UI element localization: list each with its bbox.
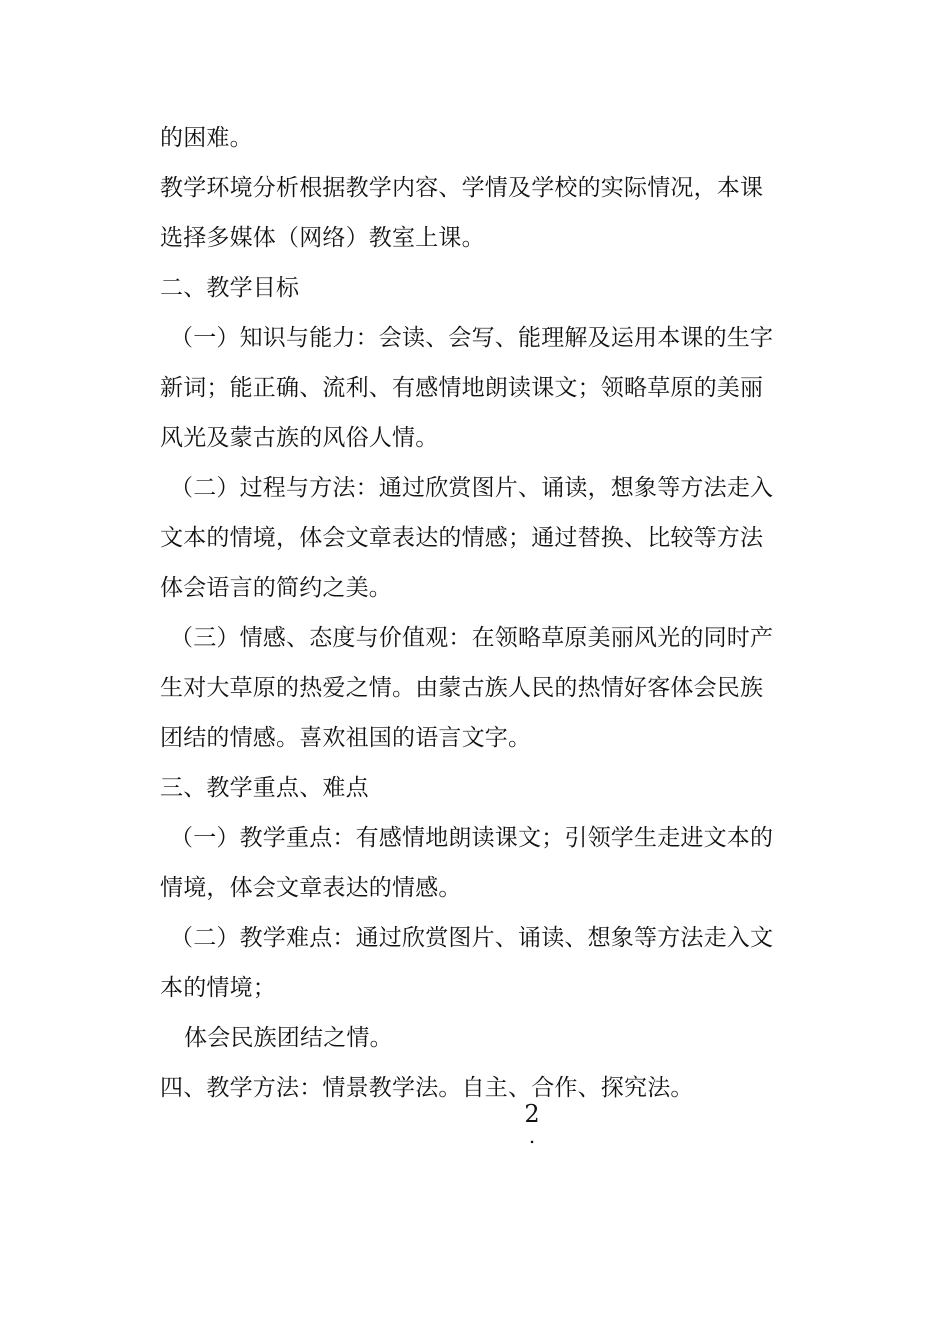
text-line-3: 选择多媒体（网络）教室上课。 bbox=[160, 225, 485, 251]
text-line-12: 生对大草原的热爱之情。由蒙古族人民的热情好客体会民族 bbox=[160, 675, 764, 701]
text-line-2: 教学环境分析根据教学内容、学情及学校的实际情况，本课 bbox=[160, 175, 764, 201]
text-line-18: 本的情境； bbox=[160, 975, 276, 1001]
page-number: 2 bbox=[524, 1100, 540, 1128]
text-line-9: 文本的情境，体会文章表达的情感；通过替换、比较等方法 bbox=[160, 525, 764, 551]
text-line-13: 团结的情感。喜欢祖国的语言文字。 bbox=[160, 725, 532, 751]
text-line-15: （一）教学重点：有感情地朗读课文；引领学生走进文本的 bbox=[170, 825, 774, 851]
text-line-1: 的困难。 bbox=[160, 125, 253, 151]
text-line-8: （二）过程与方法：通过欣赏图片、诵读，想象等方法走入 bbox=[170, 475, 774, 501]
text-line-11: （三）情感、态度与价值观：在领略草原美丽风光的同时产 bbox=[170, 625, 774, 651]
text-line-17: （二）教学难点：通过欣赏图片、诵读、想象等方法走入文 bbox=[170, 925, 774, 951]
text-line-19: 体会民族团结之情。 bbox=[184, 1025, 393, 1051]
page-number-dot: . bbox=[528, 1124, 536, 1148]
section-heading-key-points: 三、教学重点、难点 bbox=[160, 775, 369, 801]
text-line-6: 新词；能正确、流利、有感情地朗读课文；领略草原的美丽 bbox=[160, 375, 764, 401]
section-heading-methods: 四、教学方法：情景教学法。自主、合作、探究法。 bbox=[160, 1075, 694, 1101]
text-line-7: 风光及蒙古族的风俗人情。 bbox=[160, 425, 439, 451]
text-line-16: 情境，体会文章表达的情感。 bbox=[160, 875, 462, 901]
text-line-10: 体会语言的简约之美。 bbox=[160, 575, 392, 601]
text-line-5: （一）知识与能力：会读、会写、能理解及运用本课的生字 bbox=[170, 325, 774, 351]
section-heading-objectives: 二、教学目标 bbox=[160, 275, 300, 301]
